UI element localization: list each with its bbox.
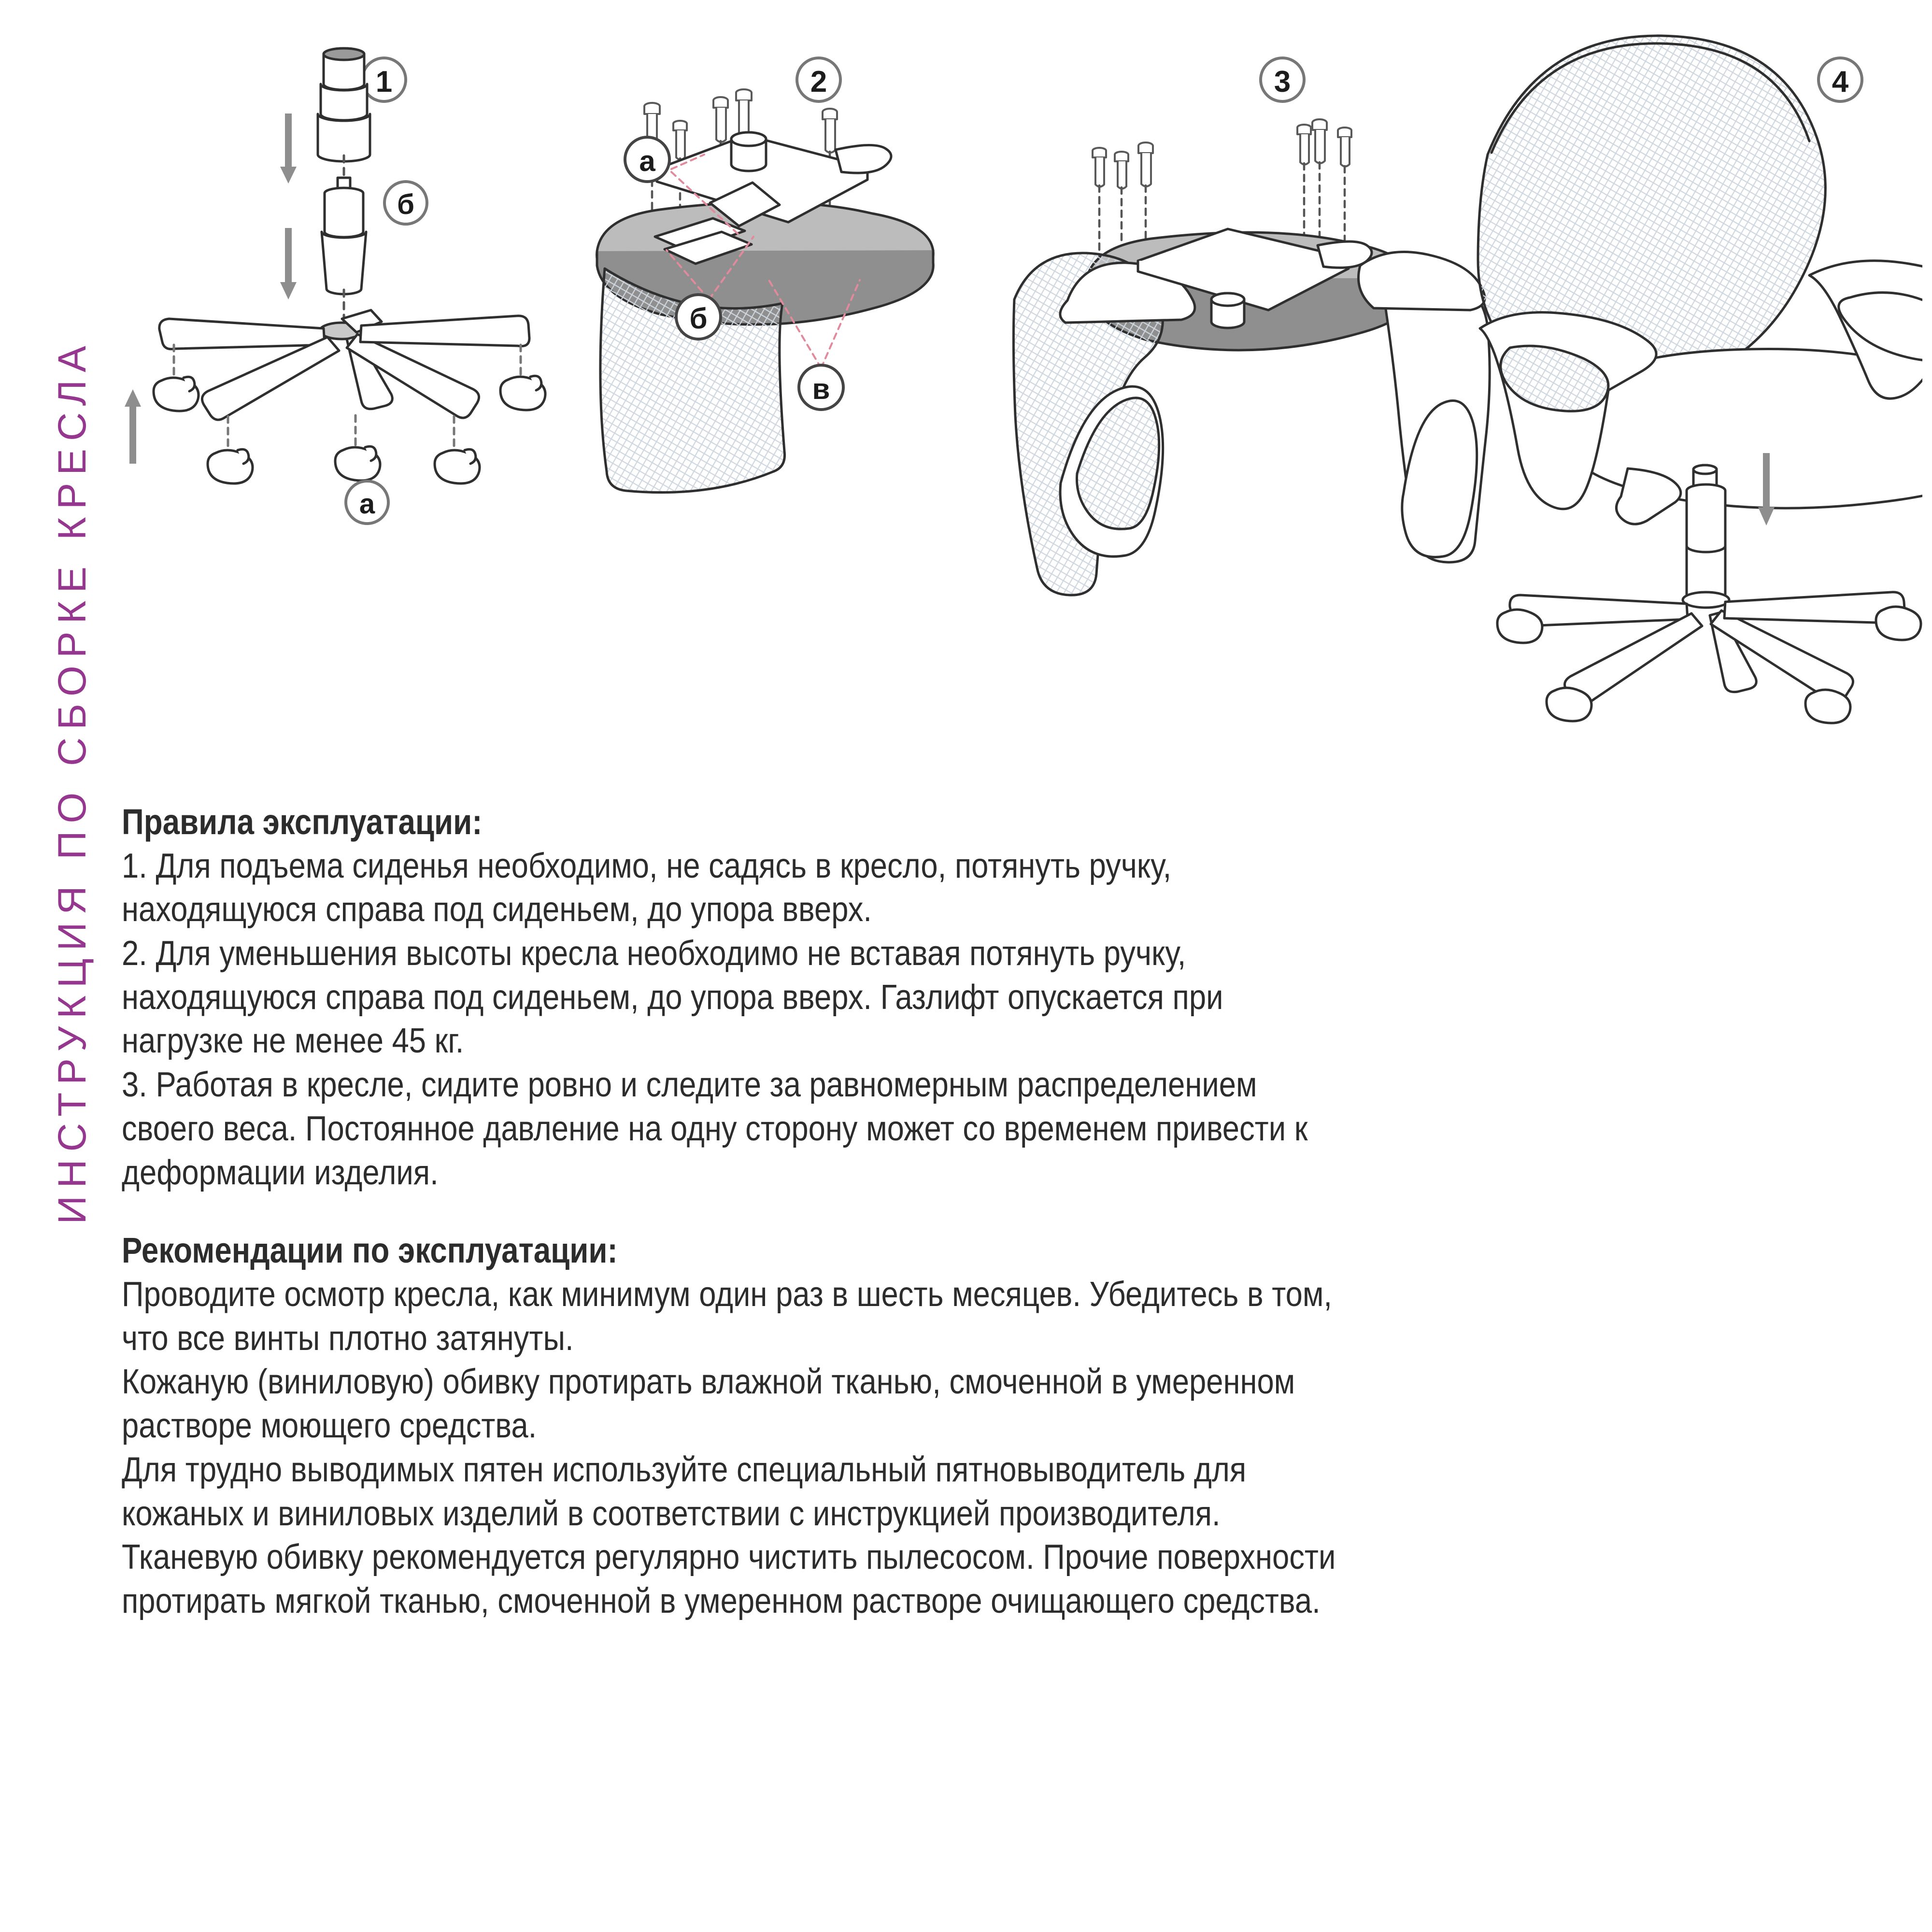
svg-text:3: 3 [1274, 65, 1291, 99]
rules-paragraph [122, 844, 1918, 1195]
rules-line-5: нагрузке не менее 45 кг. [122, 1022, 464, 1061]
step-2-graphic [597, 58, 934, 493]
rec-line-4: растворе моющего средства. [122, 1406, 537, 1446]
rules-line-6: 3. Работая в кресле, сидите ровно и следите за равномерным распределением [122, 1065, 1257, 1105]
svg-text:а: а [639, 145, 655, 177]
svg-text:2: 2 [810, 65, 827, 99]
rec-line-1: Проводите осмотр кресла, как минимум один раз в шесть месяцев. Убедитесь в том, [122, 1275, 1333, 1314]
rules-line-1: 1. Для подъема сиденья необходимо, не садясь в кресло, потянуть ручку, [122, 846, 1172, 885]
section-heading-recommendations: Рекомендации по эксплуатации: [122, 1230, 618, 1271]
svg-text:4: 4 [1832, 65, 1849, 99]
step-1-graphic [125, 48, 545, 524]
rules-line-8: деформации изделия. [122, 1153, 439, 1192]
rules-line-3: 2. Для уменьшения высоты кресла необходимо не вставая потянуть ручку, [122, 934, 1186, 973]
rules-line-7: своего веса. Постоянное давление на одну сторону может со временем привести к [122, 1109, 1308, 1148]
svg-text:1: 1 [375, 65, 393, 99]
rec-line-2: что все винты плотно затянуты. [122, 1319, 574, 1358]
svg-text:в: в [812, 373, 830, 405]
assembly-diagram [116, 10, 1922, 782]
vertical-document-title [29, 338, 116, 1594]
rec-line-7: Тканевую обивку рекомендуется регулярно чистить пылесосом. Прочие поверхности [122, 1538, 1336, 1577]
rec-line-6: кожаных и виниловых изделий в соответствии с инструкцией производителя. [122, 1494, 1221, 1533]
rules-line-4: находящуюся справа под сиденьем, до упора вверх. Газлифт опускается при [122, 978, 1223, 1017]
svg-text:а: а [359, 488, 375, 520]
section-spacer [122, 1194, 1918, 1230]
rules-line-2: находящуюся справа под сиденьем, до упора вверх. [122, 890, 872, 929]
step-3-graphic [1013, 58, 1490, 595]
vertical-title-text: ИНСТРУКЦИЯ ПО СБОРКЕ КРЕСЛА [50, 338, 94, 1224]
svg-text:б: б [689, 302, 708, 335]
instruction-text-block [122, 802, 1918, 1623]
rec-line-8: протирать мягкой тканью, смоченной в умеренном растворе очищающего средства. [122, 1582, 1321, 1620]
rec-line-3: Кожаную (виниловую) обивку протирать влажной тканью, смоченной в умеренном [122, 1363, 1295, 1402]
rec-line-5: Для трудно выводимых пятен используйте специальный пятновыводитель для [122, 1450, 1247, 1489]
recommendations-paragraph [122, 1273, 1918, 1623]
section-heading-rules: Правила эксплуатации: [122, 802, 483, 842]
step-4-graphic [1478, 36, 1922, 723]
svg-text:б: б [397, 189, 414, 220]
